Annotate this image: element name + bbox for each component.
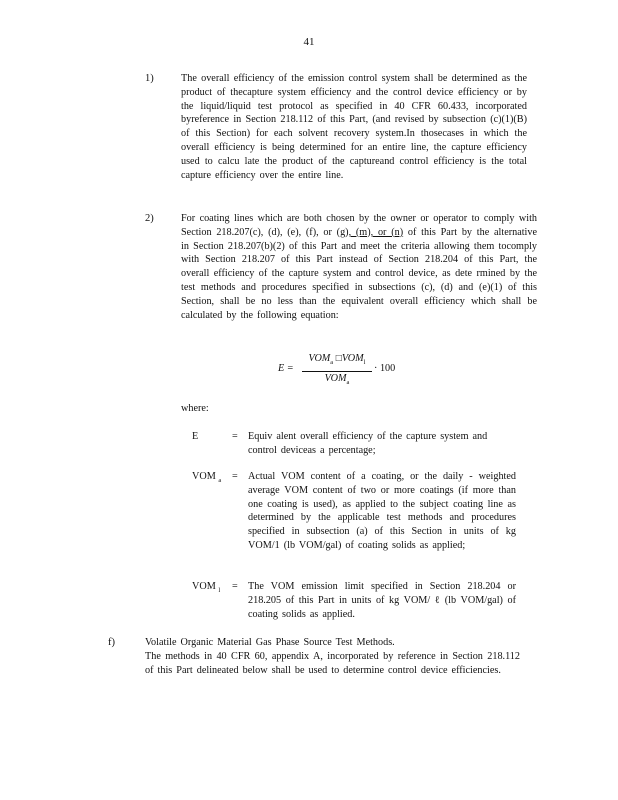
item-1-number: 1) <box>145 73 154 84</box>
item-2-text-a: For coating lines which are both chosen by the owner or operator to comply with Section 218.207(c), (d), (e), (f), or (g) <box>181 213 537 238</box>
item-f-title: Volatile Organic Material Gas Phase Source Test Methods. <box>145 637 395 648</box>
where-label: where: <box>181 403 209 414</box>
term-text: E <box>192 431 199 442</box>
numerator-sub-a: a <box>330 359 334 366</box>
numerator-sub-l: l <box>363 359 366 366</box>
definition-text-vom-a: Actual VOM content of a coating, or the daily - weighted average VOM content of two or more coatings (if more than one coating is used), as applied to the subject coating line as determined by the applicable test methods and procedures specified in subsection (a) of this Section in units of kg VOM/1 (lb VOM/gal) of coating solids as applied; <box>248 471 516 551</box>
definition-equals-e: = <box>232 431 238 442</box>
item-2-text-b: of this Part by the alternative in Section 218.207(b)(2) of this Part and meet the criteria allowing them tocomply with Section 218.207 of this Part instead of Section 218.204 of this Part, the overall efficiency of the capture system and control device, as dete rmined by the test methods and procedures specified in subsections (c), (d) and (e)(1) of this Section, shall be no less than the equivalent overall efficiency which shall be calculated by the following equation: <box>181 226 538 321</box>
definition-term-vom-a <box>192 470 221 488</box>
efficiency-equation <box>278 352 418 388</box>
definition-term-e <box>192 430 198 444</box>
item-2-paragraph <box>181 212 537 322</box>
item-f-number: f) <box>108 637 115 648</box>
item-f-paragraph: The methods in 40 CFR 60, appendix A, incorporated by reference in Section 218.112 of this Part delineated below shall be used to determine control device efficiencies. <box>145 651 520 676</box>
term-text: VOM <box>192 471 216 482</box>
item-2-number: 2) <box>145 213 154 224</box>
numerator-vom-a: VOM <box>308 353 331 364</box>
denominator-vom: VOM <box>324 372 347 384</box>
item-1-paragraph: The overall efficiency of the emission control system shall be determined as the product of thecapture system efficiency and the control device efficiency or by the liquid/liquid test protocol as specified in 40 CFR 60.433, incorporated byreference in Section 218.112 of this Part, (and revised by subsection (c)(1)(B) of this Section) for each solvent recovery system.In thosecases in which the overall efficiency is being determined for an entire line, the capture efficiency used to calcu late the product of the captureand control efficiency is the total capture efficiency over the entire line. <box>181 73 527 181</box>
definition-equals-vom-l: = <box>232 581 238 592</box>
equation-denominator <box>302 372 372 390</box>
definition-term-vom-l <box>192 580 220 598</box>
term-sub: a <box>218 477 222 484</box>
term-sub: l <box>218 587 221 594</box>
item-2-underlined-amendment: , (m), or (n) <box>348 226 404 238</box>
denominator-sub: a <box>346 378 350 386</box>
numerator-vom-l: VOM <box>341 353 364 364</box>
page-number: 41 <box>303 36 315 48</box>
definition-equals-vom-a: = <box>232 471 238 482</box>
equation-multiplier: · 100 <box>374 363 396 374</box>
term-text: VOM <box>192 581 216 592</box>
equation-numerator <box>302 352 372 372</box>
numerator-operator: □ <box>335 353 342 364</box>
equation-lhs: E = <box>278 363 294 374</box>
equation-fraction <box>302 352 372 390</box>
definition-text-vom-l: The VOM emission limit specified in Section 218.204 or 218.205 of this Part in units of kg VOM/ ℓ (lb VOM/gal) of coating solids as applied. <box>248 581 516 620</box>
definition-text-e: Equiv alent overall efficiency of the capture system and control deviceas a percentage; <box>248 431 488 456</box>
